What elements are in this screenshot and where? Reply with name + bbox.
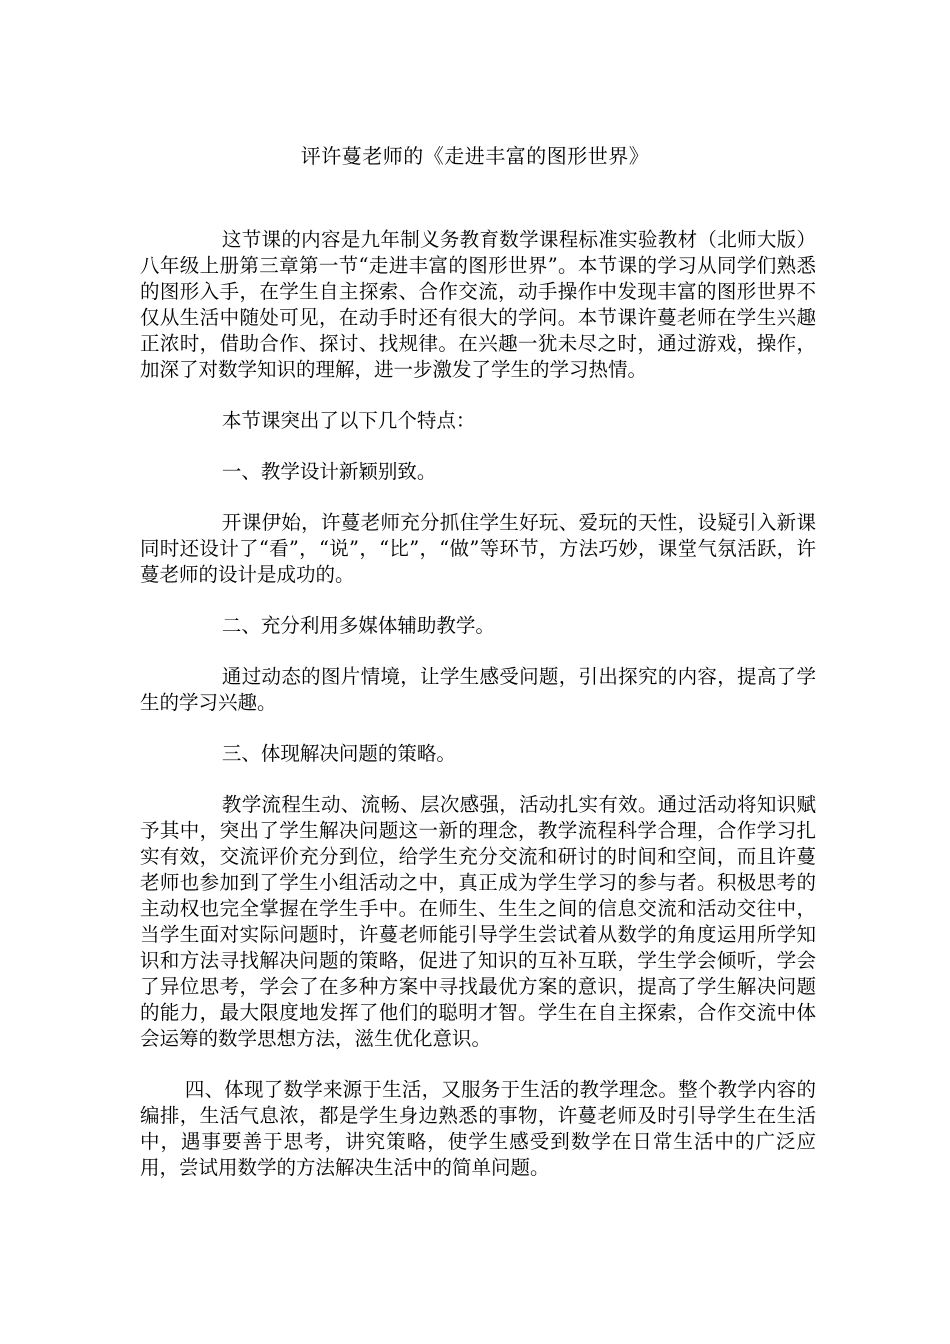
document-body [140,227,816,1206]
paragraph-features-heading: 本节课突出了以下几个特点： [221,409,476,432]
document-title: 评许蔓老师的《走进丰富的图形世界》 [300,144,650,168]
paragraph-point-two-heading: 二、充分利用多媒体辅助教学。 [221,614,495,637]
paragraph-intro: 这节课的内容是九年制义务教育数学课程标准实验教材（北师大版）八年级上册第三章第一节“走进丰富的图形世界”。本节课的学习从同学们熟悉的图形入手，在学生自主探索、合作交流，动手操作中发现丰富的图形世界不仅从生活中随处可见，在动手时还有很大的学问。本节课许蔓老师在学生兴趣正浓时，借助合作、探讨、找规律。在兴趣一犹未尽之时，通过游戏，操作，加深了对数学知识的理解，进一步激发了学生的学习热情。 [140,228,816,381]
paragraph-point-two-body: 通过动态的图片情境，让学生感受问题，引出探究的内容，提高了学生的学习兴趣。 [140,665,816,714]
paragraph-point-three-body: 教学流程生动、流畅、层次感强，活动扎实有效。通过活动将知识赋予其中，突出了学生解决问题这一新的理念，教学流程科学合理，合作学习扎实有效，交流评价充分到位，给学生充分交流和研讨的时间和空间，而且许蔓老师也参加到了学生小组活动之中，真正成为学生学习的参与者。积极思考的主动权也完全掌握在学生手中。在师生、生生之间的信息交流和活动交往中，当学生面对实际问题时，许蔓老师能引导学生尝试着从数学的角度运用所学知识和方法寻找解决问题的策略，促进了知识的互补互联，学生学会倾听，学会了异位思考，学会了在多种方案中寻找最优方案的意识，提高了学生解决问题的能力，最大限度地发挥了他们的聪明才智。学生在自主探索，合作交流中体会运筹的数学思想方法，滋生优化意识。 [140,793,816,1050]
paragraph-point-one-body: 开课伊始，许蔓老师充分抓住学生好玩、爱玩的天性，设疑引入新课同时还设计了“看”，“说”，“比”，“做”等环节，方法巧妙，课堂气氛活跃，许蔓老师的设计是成功的。 [140,511,816,586]
paragraph-point-three-heading: 三、体现解决问题的策略。 [221,742,456,765]
paragraph-point-four: 四、体现了数学来源于生活，又服务于生活的教学理念。整个教学内容的编排，生活气息浓，都是学生身边熟悉的事物，许蔓老师及时引导学生在生活中，遇事要善于思考，讲究策略，使学生感受到数学在日常生活中的广泛应用，尝试用数学的方法解决生活中的简单问题。 [140,1078,816,1179]
paragraph-point-one-heading: 一、教学设计新颖别致。 [221,460,437,483]
